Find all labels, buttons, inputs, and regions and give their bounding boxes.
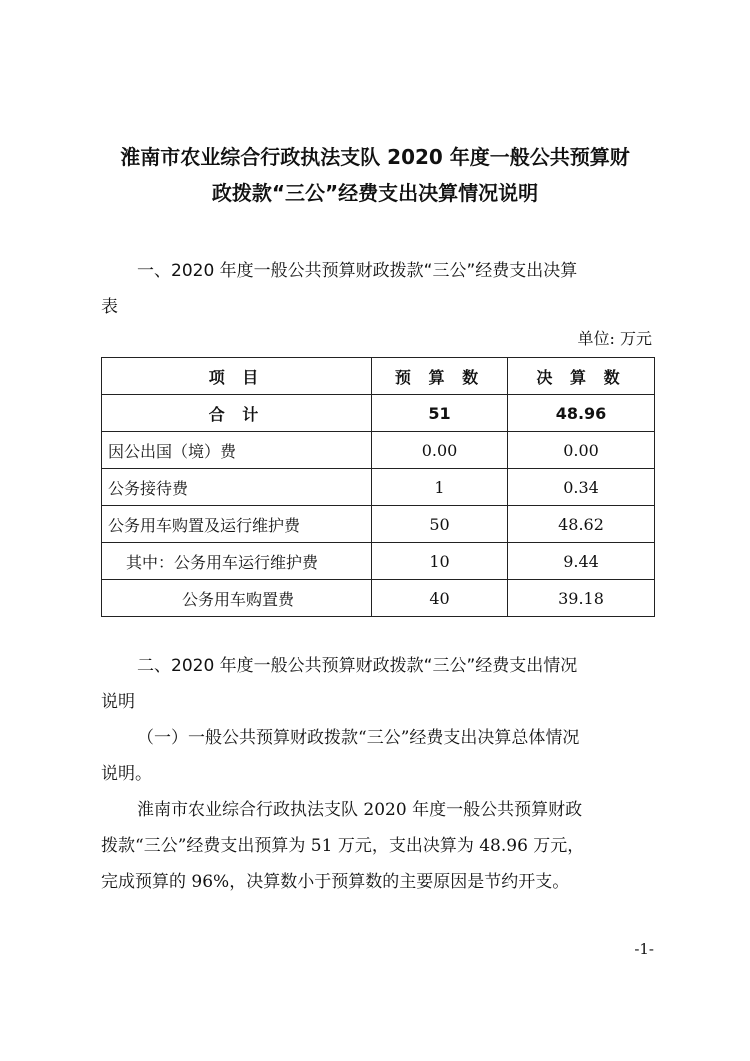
total-final: 48.96 — [508, 395, 655, 432]
row-final: 9.44 — [508, 543, 655, 580]
document-title — [60, 139, 690, 211]
subsection-1-heading — [101, 720, 657, 792]
section-2-heading — [101, 648, 657, 720]
table-row — [102, 506, 655, 543]
table-row — [102, 543, 655, 580]
table-total-row — [102, 395, 655, 432]
row-final: 0.00 — [508, 432, 655, 469]
body-line-3: 完成预算的 96%，决算数小于预算数的主要原因是节约开支。 — [101, 872, 570, 892]
total-budget: 51 — [372, 395, 508, 432]
row-budget: 0.00 — [372, 432, 508, 469]
header-final: 决 算 数 — [508, 358, 655, 395]
body-line-1: 淮南市农业综合行政执法支队 2020 年度一般公共预算财政 — [137, 800, 583, 820]
subsection-1-line-2: 说明。 — [101, 764, 152, 784]
table-row — [102, 469, 655, 506]
row-item: 其中：公务用车运行维护费 — [102, 543, 372, 580]
header-item: 项 目 — [102, 358, 372, 395]
subsection-1-line-1: （一）一般公共预算财政拨款“三公”经费支出决算总体情况 — [137, 728, 580, 748]
total-label: 合 计 — [102, 395, 372, 432]
table-row — [102, 580, 655, 617]
row-item: 公务接待费 — [102, 469, 372, 506]
row-final: 48.62 — [508, 506, 655, 543]
row-final: 39.18 — [508, 580, 655, 617]
table-row — [102, 432, 655, 469]
row-budget: 1 — [372, 469, 508, 506]
header-budget: 预 算 数 — [372, 358, 508, 395]
budget-table — [101, 357, 655, 617]
unit-label: 单位: 万元 — [577, 329, 652, 348]
row-budget: 10 — [372, 543, 508, 580]
row-budget: 40 — [372, 580, 508, 617]
row-item: 公务用车购置费 — [102, 580, 372, 617]
table-header-row — [102, 358, 655, 395]
section-2-line-2: 说明 — [101, 692, 135, 712]
page-number: -1- — [634, 940, 654, 958]
section-1-heading — [101, 253, 657, 325]
title-line-1: 淮南市农业综合行政执法支队 2020 年度一般公共预算财 — [120, 145, 630, 169]
body-paragraph — [101, 792, 657, 900]
body-line-2: 拨款“三公”经费支出预算为 51 万元，支出决算为 48.96 万元， — [101, 836, 585, 856]
section-1-line-2: 表 — [101, 297, 118, 317]
row-final: 0.34 — [508, 469, 655, 506]
row-budget: 50 — [372, 506, 508, 543]
section-1-line-1: 一、2020 年度一般公共预算财政拨款“三公”经费支出决算 — [137, 261, 578, 281]
title-line-2: 政拨款“三公”经费支出决算情况说明 — [211, 181, 539, 205]
section-2-line-1: 二、2020 年度一般公共预算财政拨款“三公”经费支出情况 — [137, 656, 578, 676]
row-item: 因公出国（境）费 — [102, 432, 372, 469]
row-item: 公务用车购置及运行维护费 — [102, 506, 372, 543]
